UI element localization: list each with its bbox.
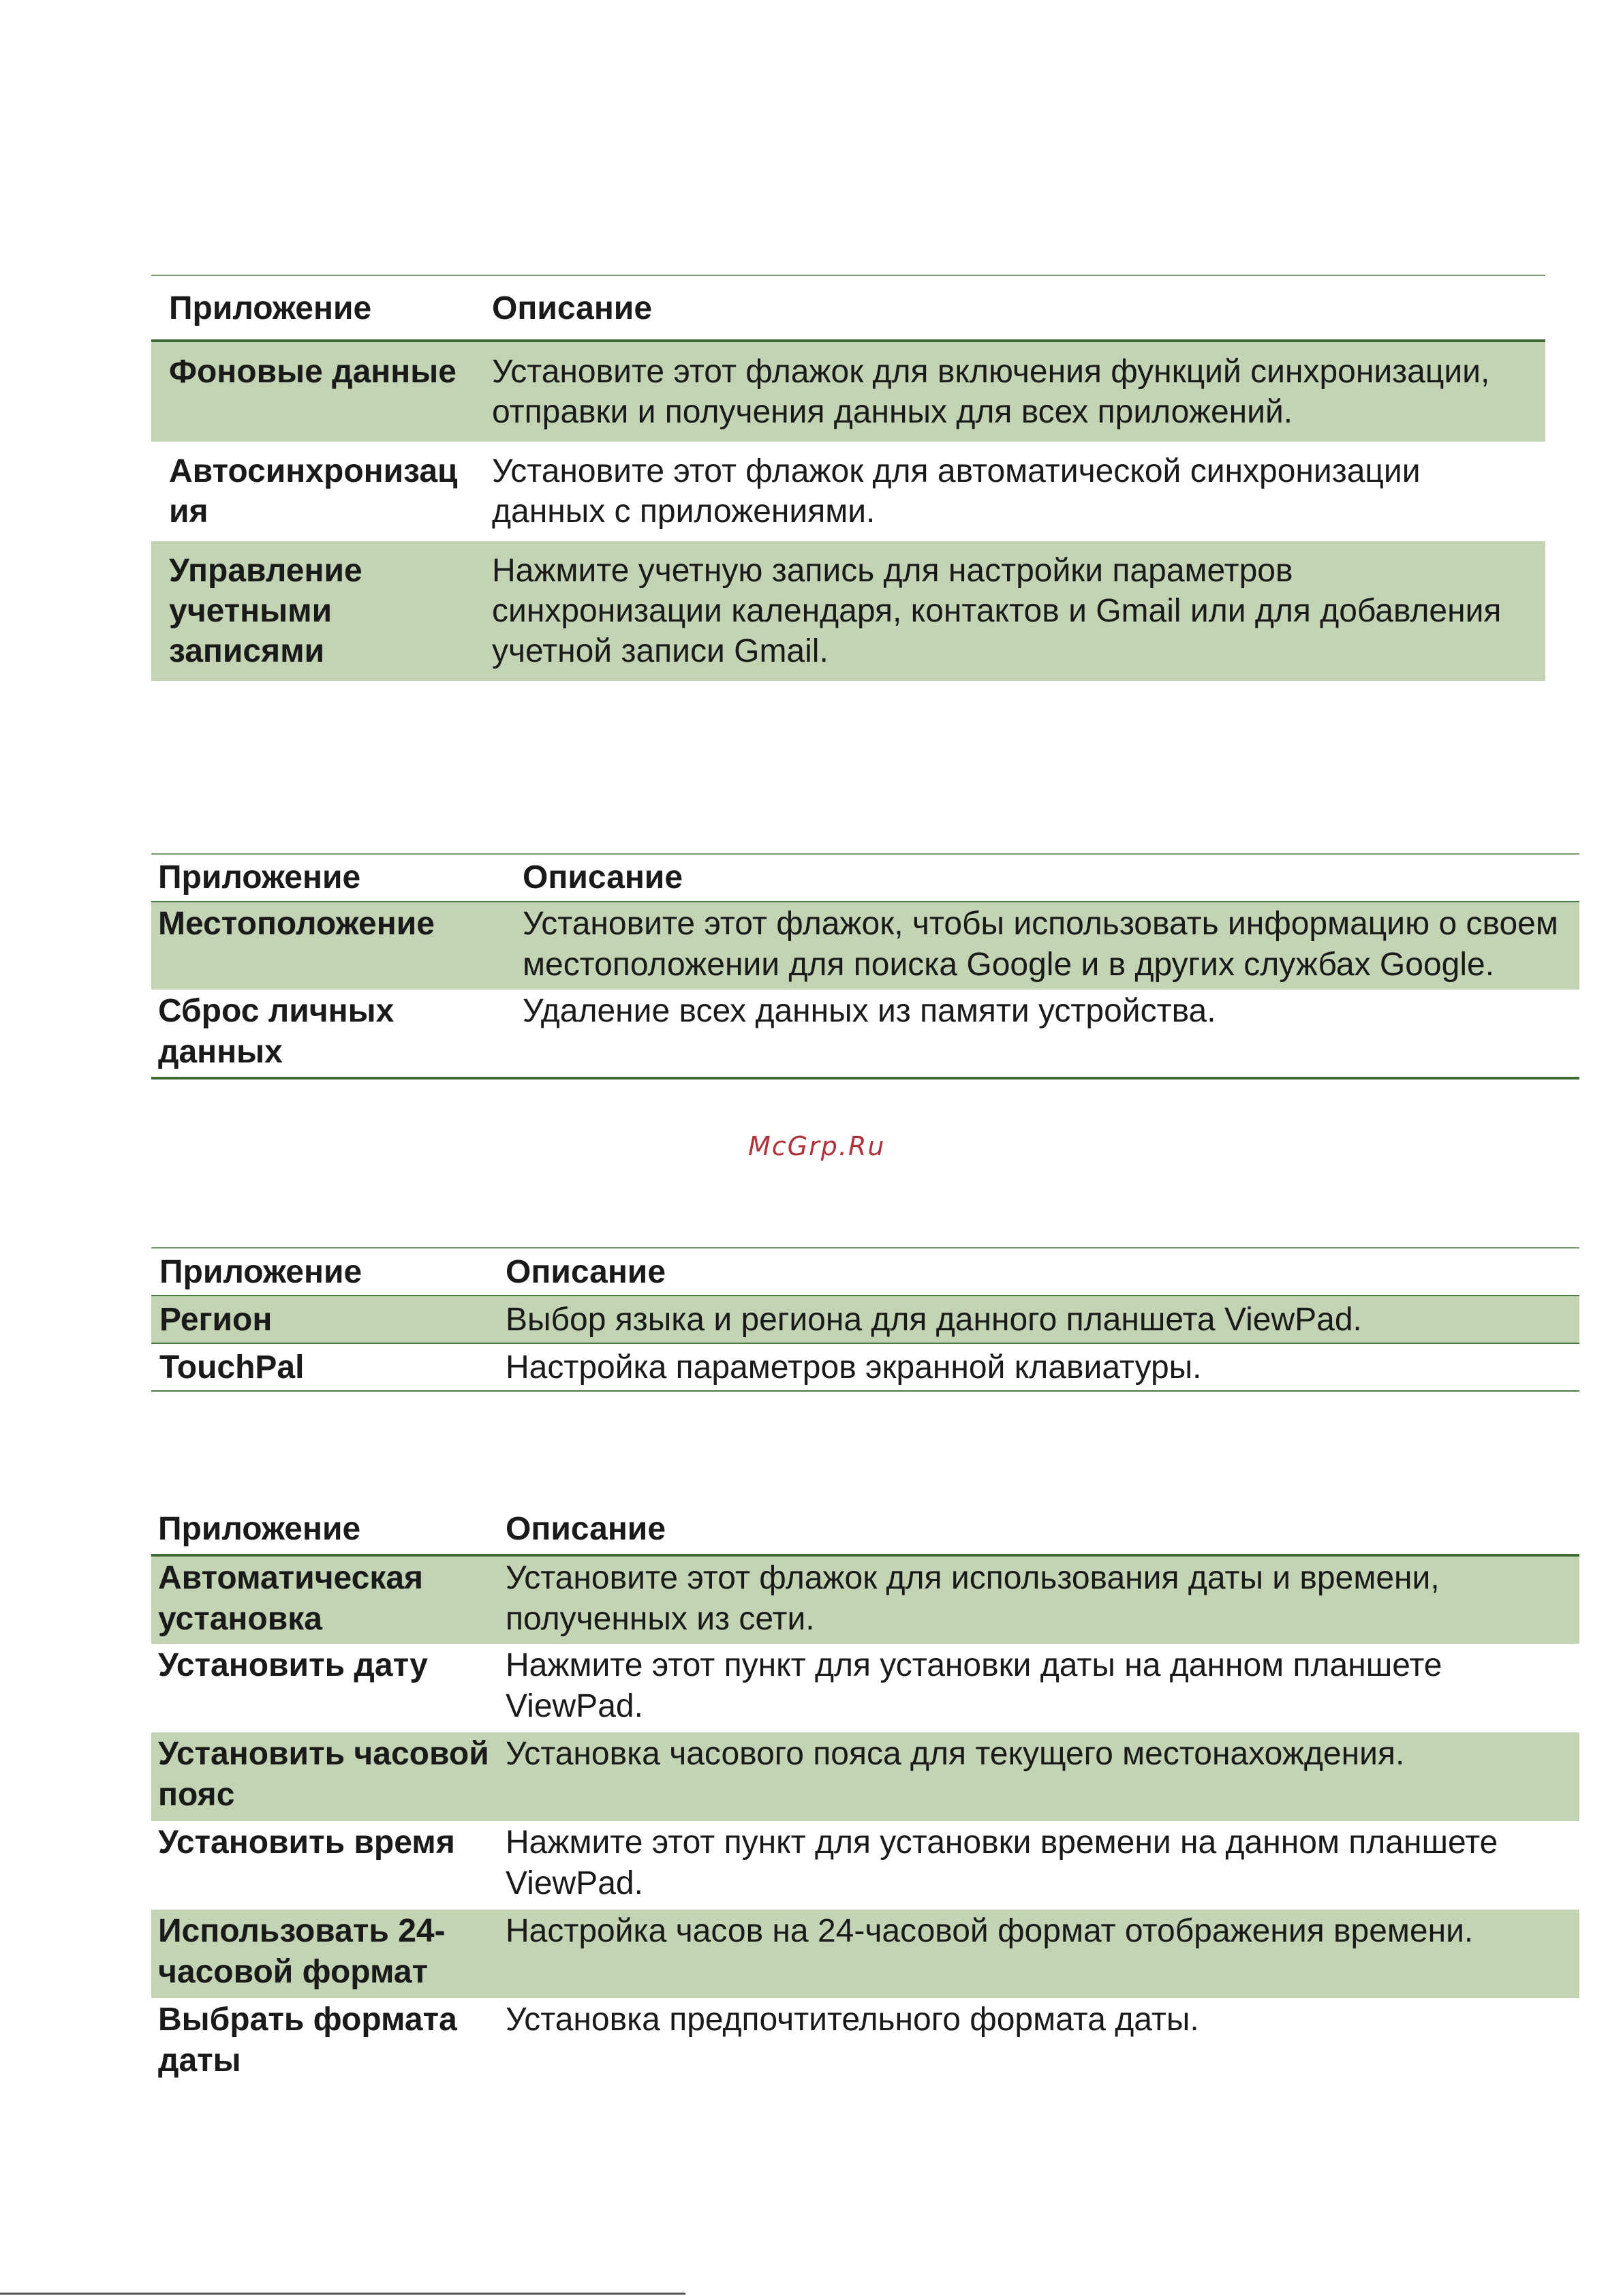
sync-settings-table (151, 275, 1545, 681)
row-description: Нажмите этот пункт для установки даты на данном планшете ViewPad. (506, 1647, 1442, 1724)
table-row (151, 1998, 1579, 2087)
footnote-divider (0, 2293, 685, 2295)
column-header-app: Приложение (151, 275, 492, 341)
table-row (151, 1910, 1579, 1998)
row-app-name: Местоположение (151, 902, 523, 990)
row-app-name: Автоматическая установка (151, 1555, 506, 1644)
column-header-description: Описание (492, 275, 1545, 341)
date-time-table (151, 1503, 1579, 2087)
row-description: Установите этот флажок для использования даты и времени, полученных из сети. (506, 1555, 1579, 1644)
row-app-name: Автосинхронизац ия (169, 453, 458, 530)
row-app-name: Установить время (158, 1824, 455, 1861)
table-row (151, 902, 1579, 990)
table-row (151, 1821, 1579, 1910)
row-app-name: Использовать 24-часовой формат (151, 1910, 506, 1998)
table-row (151, 1644, 1579, 1732)
language-keyboard-table (151, 1247, 1579, 1392)
column-header-app: Приложение (151, 1503, 506, 1555)
row-description: Настройка параметров экранной клавиатуры. (506, 1349, 1202, 1386)
table-row (151, 990, 1579, 1078)
table-header-row (151, 1503, 1579, 1555)
row-description: Установите этот флажок, чтобы использовать информацию о своем местоположении для поиска Google и в других службах Google. (523, 902, 1579, 990)
column-header-app: Приложение (151, 854, 523, 902)
row-description: Установка часового пояса для текущего местонахождения. (506, 1732, 1579, 1821)
table-header-row (151, 275, 1545, 341)
table-header-row (151, 854, 1579, 902)
row-app-name: Выбрать формата даты (158, 2002, 457, 2079)
table-row (151, 1732, 1579, 1821)
row-app-name: Установить дату (158, 1647, 428, 1683)
table-row (151, 541, 1545, 681)
watermark: McGrp.Ru (748, 1131, 886, 1161)
row-app-name: TouchPal (159, 1349, 305, 1386)
table-header-row (151, 1248, 1579, 1296)
row-app-name: Регион (151, 1296, 506, 1343)
row-description: Нажмите этот пункт для установки времени на данном планшете ViewPad. (506, 1824, 1498, 1901)
table-row (151, 1343, 1579, 1391)
row-app-name: Установить часовой пояс (151, 1732, 506, 1821)
table-row (151, 341, 1545, 442)
column-header-description: Описание (506, 1248, 1579, 1296)
row-description: Установите этот флажок для включения функций синхронизации, отправки и получения данных для всех приложений. (492, 341, 1545, 442)
table-row (151, 442, 1545, 541)
row-description: Установите этот флажок для автоматической синхронизации данных с приложениями. (492, 453, 1421, 530)
table-row (151, 1555, 1579, 1644)
row-description: Нажмите учетную запись для настройки параметров синхронизации календаря, контактов и Gmail или для добавления учетной записи Gmail. (492, 541, 1545, 681)
row-description: Установка предпочтительного формата даты. (506, 2002, 1199, 2038)
row-app-name: Управление учетными записями (151, 541, 492, 681)
row-app-name: Сброс личных данных (158, 993, 395, 1070)
row-app-name: Фоновые данные (151, 341, 492, 442)
column-header-description: Описание (506, 1503, 1579, 1555)
column-header-description: Описание (523, 854, 1579, 902)
table-row (151, 1296, 1579, 1343)
row-description: Выбор языка и региона для данного планшета ViewPad. (506, 1296, 1579, 1343)
row-description: Удаление всех данных из памяти устройства. (523, 993, 1216, 1029)
location-privacy-table (151, 853, 1579, 1080)
row-description: Настройка часов на 24-часовой формат отображения времени. (506, 1910, 1579, 1998)
column-header-app: Приложение (151, 1248, 506, 1296)
